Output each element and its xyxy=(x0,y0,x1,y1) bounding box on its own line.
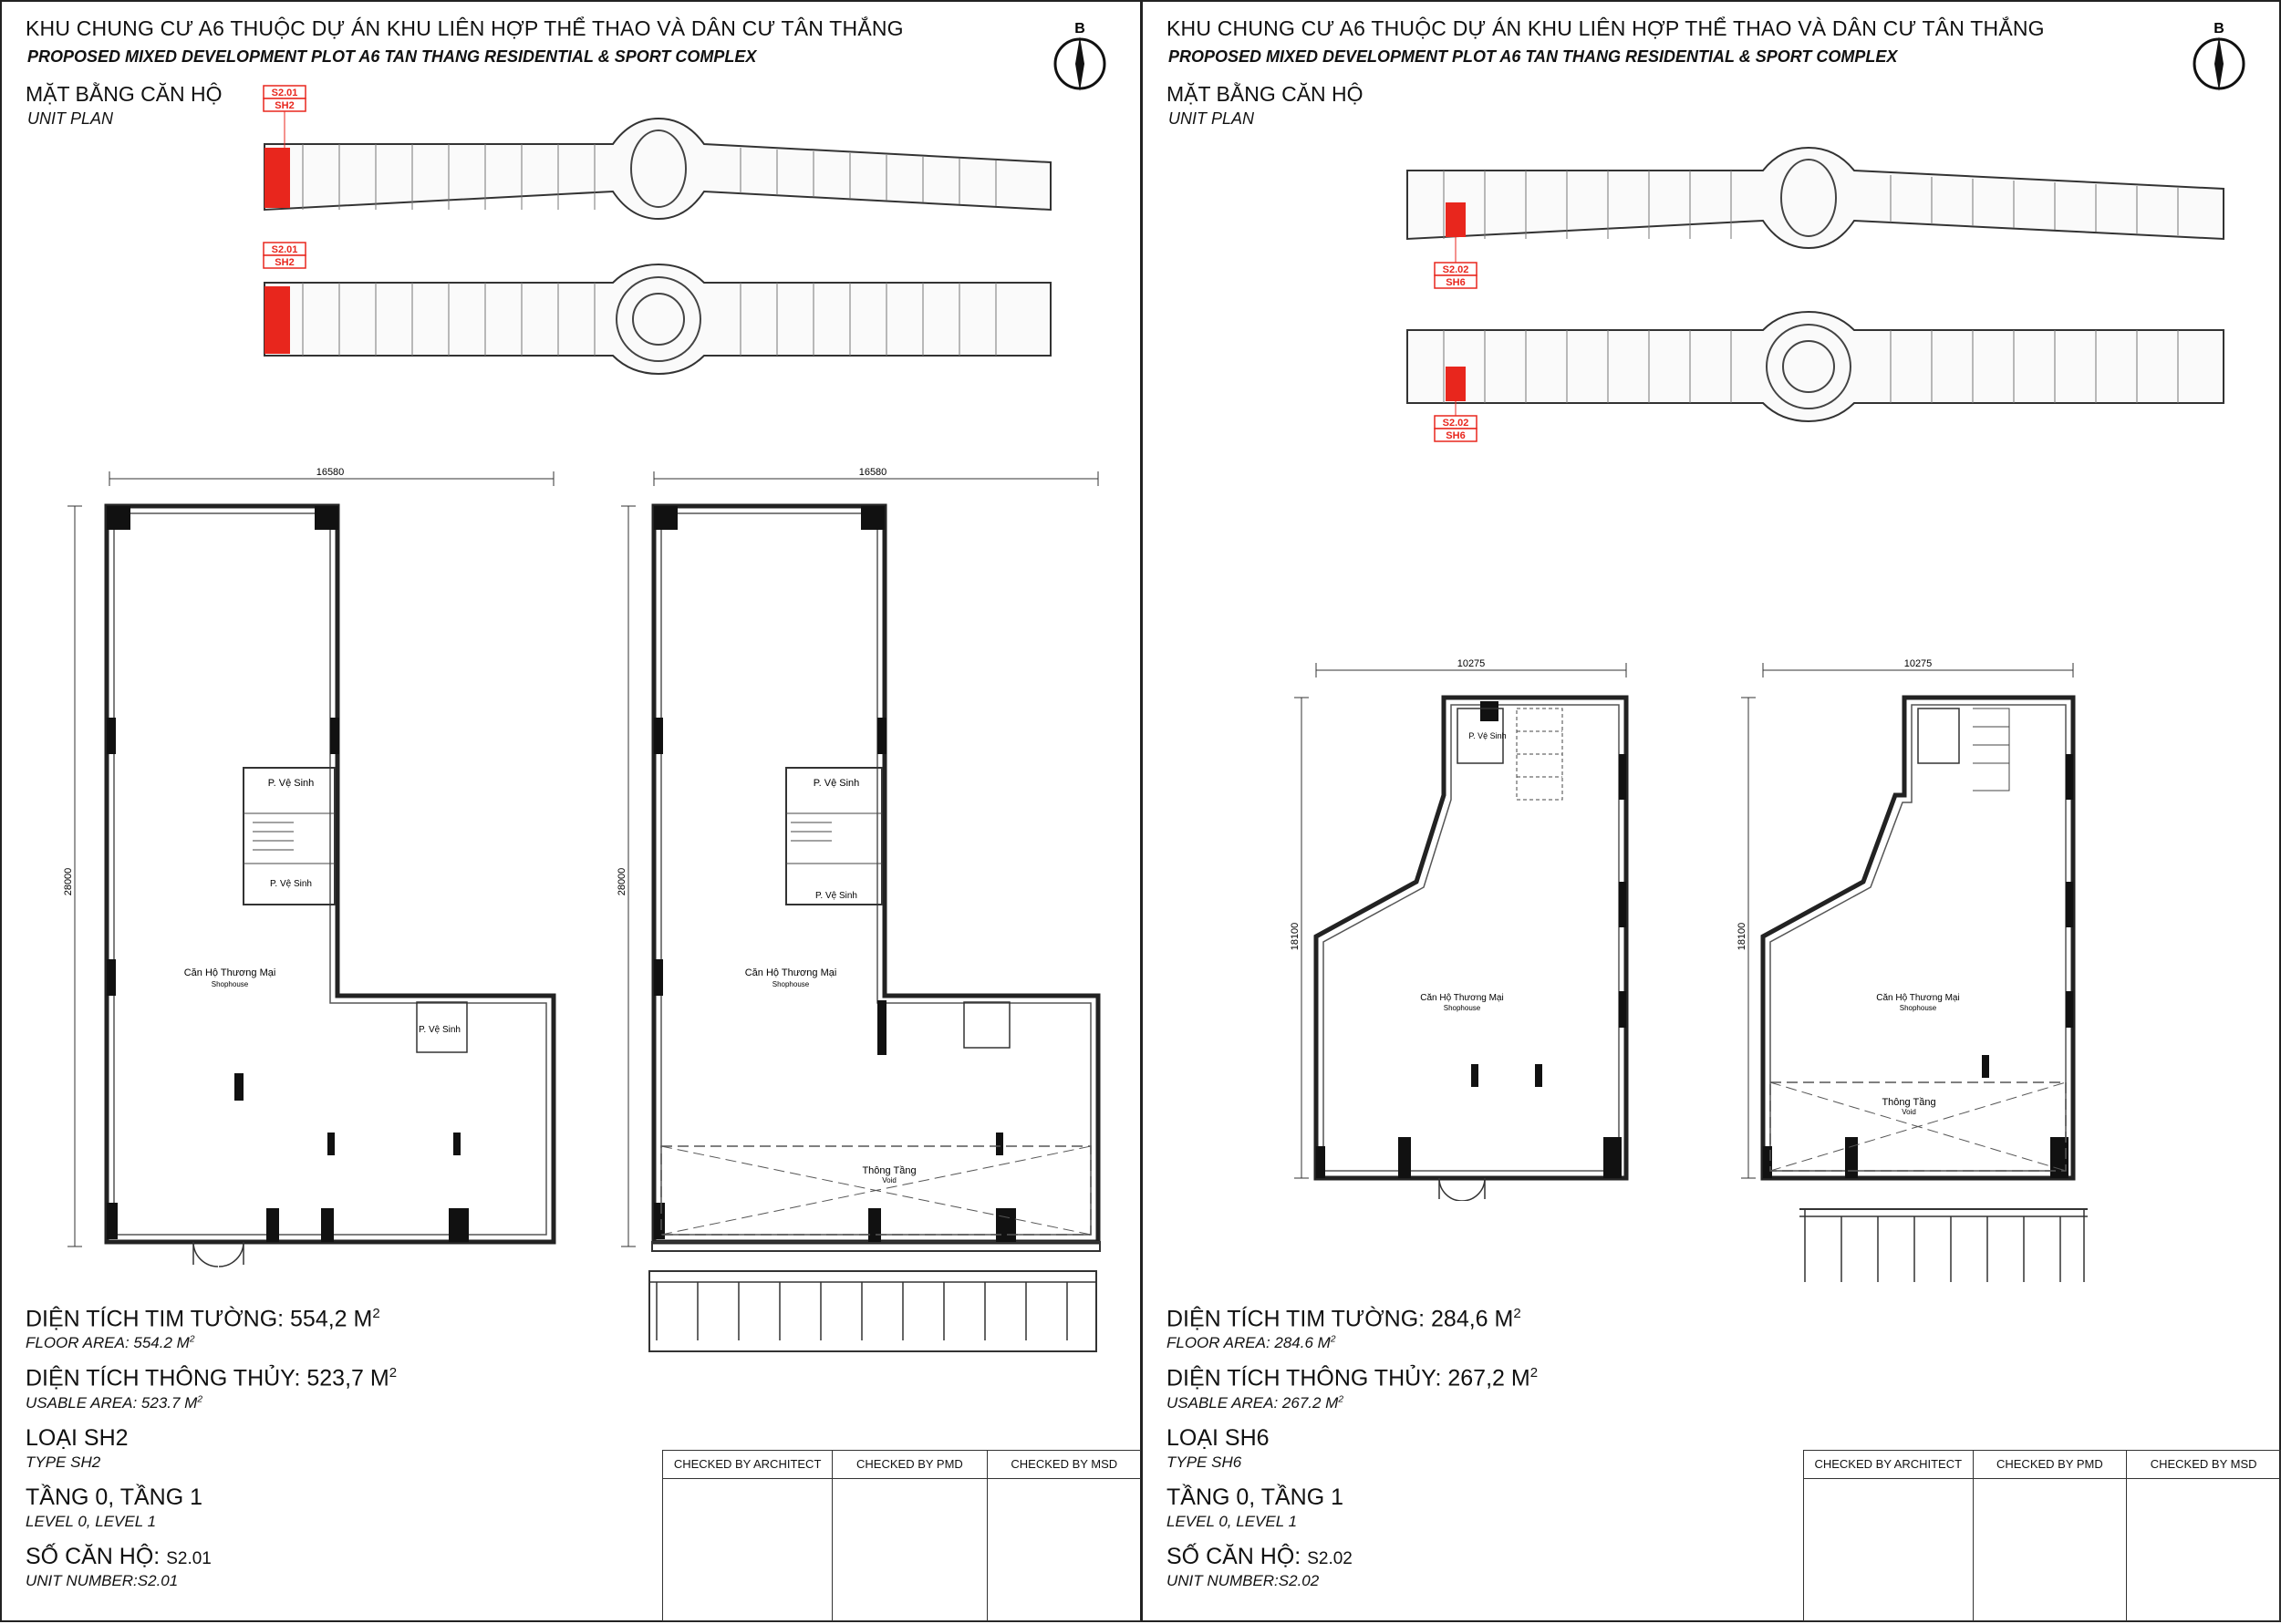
dim-height-l1: 18100 xyxy=(1737,922,1747,951)
railing-elevation xyxy=(1798,1204,2089,1286)
room-sublabel-l1: Shophouse xyxy=(1899,1004,1937,1012)
unit-number-en: UNIT NUMBER:S2.01 xyxy=(26,1571,179,1589)
key-plan-strip-upper xyxy=(1407,148,2224,288)
void-sublabel-l1: Void xyxy=(882,1176,897,1184)
dim-width-l1: 10275 xyxy=(1903,658,1933,669)
floor-area-vn: DIỆN TÍCH TIM TƯỜNG: 284,6 $M^2$ xyxy=(1166,1306,1521,1332)
void-sublabel-l1: Void xyxy=(1902,1108,1916,1116)
dim-width-l1: 16580 xyxy=(858,467,887,478)
approval-table xyxy=(662,1450,1142,1621)
checked-by-pmd: CHECKED BY PMD xyxy=(833,1451,986,1479)
entrance-door-icon xyxy=(1439,1178,1485,1201)
toilet-label-l0-c: P. Vệ Sinh xyxy=(419,1025,461,1035)
floor-area-en: FLOOR AREA: 554.2 $M^2$ xyxy=(26,1334,195,1352)
project-title-vn: KHU CHUNG CƯ A6 THUỘC DỰ ÁN KHU LIÊN HỢP THỂ THAO VÀ DÂN CƯ TÂN THẮNG xyxy=(26,16,904,40)
key-unit-label-upper: S2.02 xyxy=(1442,264,1469,275)
room-label-l0: Căn Hộ Thương Mại xyxy=(183,967,276,978)
unit-info-s2-01 xyxy=(26,1306,397,1603)
key-type-label-upper: SH6 xyxy=(1446,277,1466,288)
section-title-vn: MẶT BẰNG CĂN HỘ xyxy=(26,82,223,106)
usable-area-vn: DIỆN TÍCH THÔNG THỦY: 267,2 $M^2$ xyxy=(1166,1365,1539,1391)
key-unit-label-lower: S2.02 xyxy=(1442,418,1469,429)
toilet-label-l0: P. Vệ Sinh xyxy=(267,778,315,789)
compass-letter: B xyxy=(2214,21,2224,36)
unit-number-en: UNIT NUMBER:S2.02 xyxy=(1166,1571,1320,1589)
dim-height-l1: 28000 xyxy=(617,867,627,896)
floor-plan-level-0 xyxy=(1289,654,1644,1201)
key-plan-highlight xyxy=(264,148,290,208)
project-title-en: PROPOSED MIXED DEVELOPMENT PLOT A6 TAN THANG RESIDENTIAL & SPORT COMPLEX xyxy=(27,47,757,66)
checked-by-architect: CHECKED BY ARCHITECT xyxy=(1804,1451,1973,1479)
dim-width-l0: 16580 xyxy=(316,467,345,478)
key-plan xyxy=(1398,111,2246,467)
key-plan-strip-lower xyxy=(264,243,1051,374)
key-type-label-lower: SH6 xyxy=(1446,430,1466,441)
key-unit-label-lower: S2.01 xyxy=(271,244,298,255)
usable-area-vn: DIỆN TÍCH THÔNG THỦY: 523,7 $M^2$ xyxy=(26,1365,398,1391)
room-sublabel-l1: Shophouse xyxy=(772,980,810,988)
checked-by-architect: CHECKED BY ARCHITECT xyxy=(663,1451,832,1479)
room-label-l0: Căn Hộ Thương Mại xyxy=(1420,993,1504,1003)
floor-area-en: FLOOR AREA: 284.6 $M^2$ xyxy=(1166,1334,1336,1352)
drawing-sheet-s2-02 xyxy=(1141,0,2281,1622)
dim-width-l0: 10275 xyxy=(1457,658,1486,669)
room-sublabel-l0: Shophouse xyxy=(1443,1004,1481,1012)
unit-type-vn: LOẠI SH2 xyxy=(26,1424,129,1451)
key-type-label-lower: SH2 xyxy=(275,257,295,268)
section-title-en: UNIT PLAN xyxy=(27,109,114,128)
room-label-l1: Căn Hộ Thương Mại xyxy=(1876,993,1960,1003)
key-type-label-upper: SH2 xyxy=(275,100,295,111)
railing-elevation xyxy=(648,1269,1099,1356)
checked-by-msd: CHECKED BY MSD xyxy=(988,1451,1141,1479)
checked-by-pmd: CHECKED BY PMD xyxy=(1974,1451,2127,1479)
unit-number-vn: SỐ CĂN HỘ: S2.02 xyxy=(1166,1543,1353,1569)
floor-plan-level-0 xyxy=(57,462,567,1274)
toilet-label-l0-b: P. Vệ Sinh xyxy=(270,879,312,889)
north-arrow-icon xyxy=(2190,18,2248,91)
toilet-label-l0: P. Vệ Sinh xyxy=(1468,731,1507,740)
north-arrow-icon xyxy=(1051,18,1109,91)
unit-type-vn: LOẠI SH6 xyxy=(1166,1424,1270,1451)
section-title-en: UNIT PLAN xyxy=(1168,109,1255,128)
key-unit-label-upper: S2.01 xyxy=(271,88,298,98)
section-title-vn: MẶT BẰNG CĂN HỘ xyxy=(1166,82,1363,106)
floor-area-vn: DIỆN TÍCH TIM TƯỜNG: 554,2 $M^2$ xyxy=(26,1306,380,1332)
compass-letter: B xyxy=(1074,21,1085,36)
key-plan-strip-upper xyxy=(264,86,1051,219)
usable-area-en: USABLE AREA: 523.7 $M^2$ xyxy=(26,1393,203,1412)
key-plan xyxy=(248,82,1069,419)
void-label-l1: Thông Tầng xyxy=(1882,1097,1936,1108)
project-title-en: PROPOSED MIXED DEVELOPMENT PLOT A6 TAN THANG RESIDENTIAL & SPORT COMPLEX xyxy=(1168,47,1898,66)
checked-by-msd: CHECKED BY MSD xyxy=(2127,1451,2280,1479)
approval-table xyxy=(1803,1450,2281,1621)
room-sublabel-l0: Shophouse xyxy=(211,980,249,988)
unit-type-en: TYPE SH2 xyxy=(26,1453,101,1471)
entrance-door-icon xyxy=(193,1242,244,1267)
unit-info-s2-02 xyxy=(1166,1306,1538,1603)
dim-height-l0: 28000 xyxy=(63,867,74,896)
project-title-vn: KHU CHUNG CƯ A6 THUỘC DỰ ÁN KHU LIÊN HỢP THỂ THAO VÀ DÂN CƯ TÂN THẮNG xyxy=(1166,16,2045,40)
levels-vn: TẦNG 0, TẦNG 1 xyxy=(1166,1484,1344,1510)
floor-plan-level-1 xyxy=(608,462,1119,1274)
room-label-l1: Căn Hộ Thương Mại xyxy=(744,967,837,978)
key-plan-strip-lower xyxy=(1407,312,2224,441)
floor-plan-level-1 xyxy=(1736,654,2091,1201)
levels-vn: TẦNG 0, TẦNG 1 xyxy=(26,1484,203,1510)
usable-area-en: USABLE AREA: 267.2 $M^2$ xyxy=(1166,1393,1344,1412)
unit-number-vn: SỐ CĂN HỘ: S2.01 xyxy=(26,1543,212,1569)
toilet-label-l1-b: P. Vệ Sinh xyxy=(815,891,857,901)
levels-en: LEVEL 0, LEVEL 1 xyxy=(26,1512,157,1530)
toilet-label-l1: P. Vệ Sinh xyxy=(813,778,860,789)
void-label-l1: Thông Tầng xyxy=(862,1165,917,1176)
unit-type-en: TYPE SH6 xyxy=(1166,1453,1242,1471)
dim-height-l0: 18100 xyxy=(1290,922,1301,951)
levels-en: LEVEL 0, LEVEL 1 xyxy=(1166,1512,1298,1530)
